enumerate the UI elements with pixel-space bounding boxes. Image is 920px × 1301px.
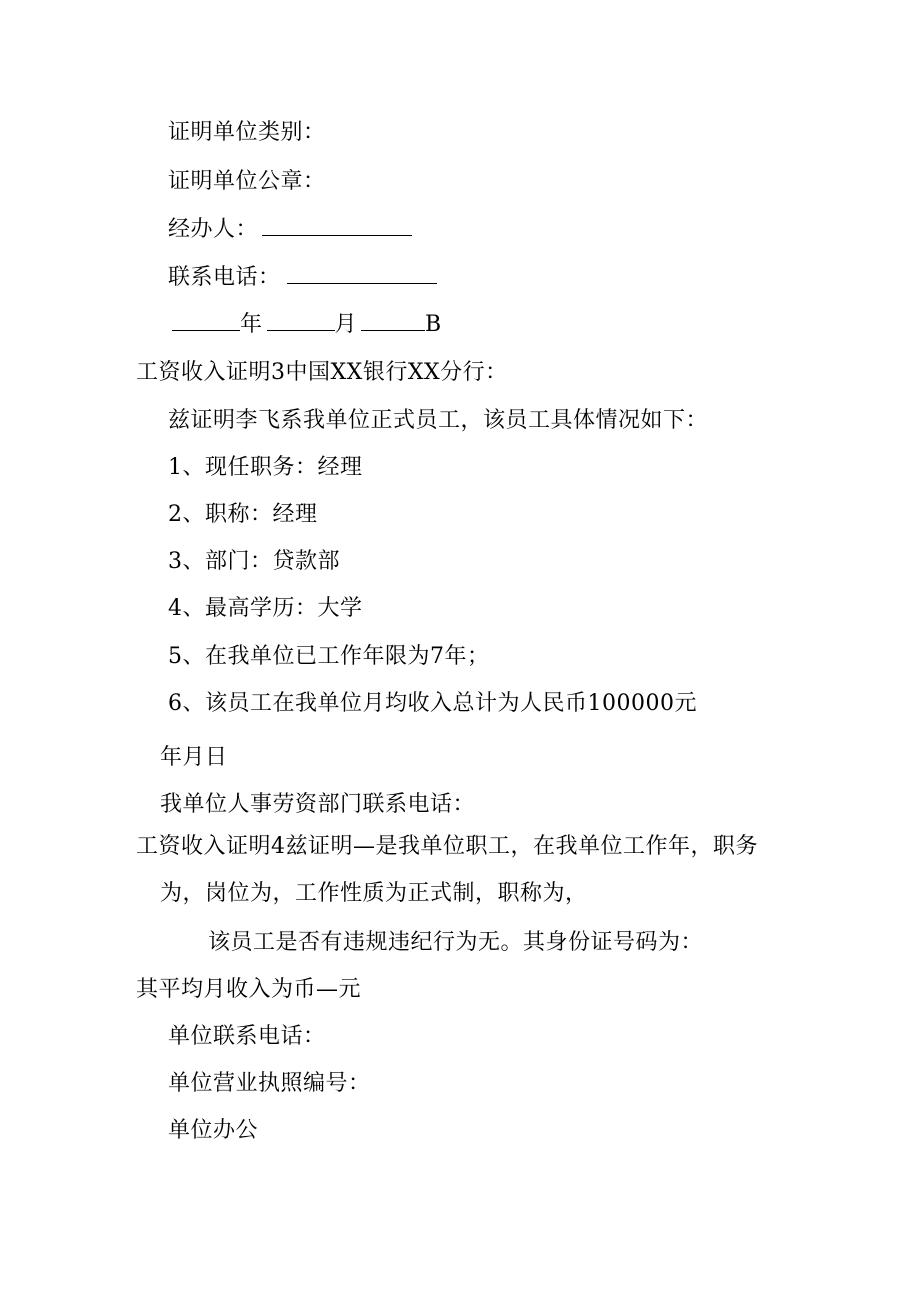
year-blank — [172, 312, 240, 331]
phone-blank — [287, 265, 437, 284]
phone-line — [168, 265, 437, 291]
text: 联系电话： — [168, 265, 281, 290]
text: 该员工是否有违规违纪行为无。其身份证号码为： — [208, 930, 704, 955]
hr-phone — [160, 792, 475, 818]
text: 5、在我单位已工作年限为7年； — [168, 644, 490, 669]
text: 工资收入证明4兹证明—是我单位职工，在我单位工作年，职务 — [136, 834, 758, 859]
text: 年月日 — [160, 745, 228, 770]
text: 为，岗位为，工作性质为正式制，职称为， — [160, 881, 588, 906]
day-label: B — [425, 312, 442, 337]
text: 我单位人事劳资部门联系电话： — [160, 792, 476, 817]
item-5 — [168, 644, 490, 670]
text: 其平均月收入为币—元 — [136, 977, 362, 1002]
text: 3、部门：贷款部 — [168, 549, 340, 574]
text: 6、该员工在我单位月均收入总计为人民币100000元 — [168, 691, 697, 716]
cert4-line2 — [160, 881, 588, 907]
handler-line — [168, 217, 412, 243]
unit-phone — [168, 1024, 326, 1050]
text: 证明单位类别： — [168, 120, 326, 145]
cert3-heading — [136, 360, 508, 386]
date-line — [172, 312, 442, 338]
item-3 — [168, 549, 340, 575]
text: 经办人： — [168, 217, 259, 242]
item-6 — [168, 691, 697, 717]
text: 1、现任职务：经理 — [168, 455, 363, 480]
unit-office — [168, 1118, 258, 1144]
business-license — [168, 1071, 371, 1097]
text: 单位营业执照编号： — [168, 1071, 371, 1096]
text: 兹证明李飞系我单位正式员工，该员工具体情况如下： — [168, 408, 709, 433]
month-blank — [267, 312, 335, 331]
text: 单位办公 — [168, 1118, 259, 1143]
cert-unit-type — [168, 120, 326, 146]
item-4 — [168, 596, 363, 622]
cert4-heading — [136, 834, 758, 860]
text: 2、职称：经理 — [168, 502, 318, 527]
text: 4、最高学历：大学 — [168, 596, 363, 621]
avg-income — [136, 977, 361, 1003]
cert4-line3 — [208, 930, 703, 956]
cert-unit-seal — [168, 169, 326, 195]
text: 单位联系电话： — [168, 1024, 326, 1049]
text: 工资收入证明3中国XX银行XX分行： — [136, 360, 508, 385]
handler-blank — [262, 217, 412, 236]
cert3-intro — [168, 408, 708, 434]
item-1 — [168, 455, 363, 481]
item-2 — [168, 502, 318, 528]
date-ymd — [160, 745, 228, 771]
day-blank — [361, 312, 425, 331]
year-label: 年 — [240, 312, 263, 337]
month-label: 月 — [334, 312, 358, 337]
text: 证明单位公章： — [168, 169, 326, 194]
